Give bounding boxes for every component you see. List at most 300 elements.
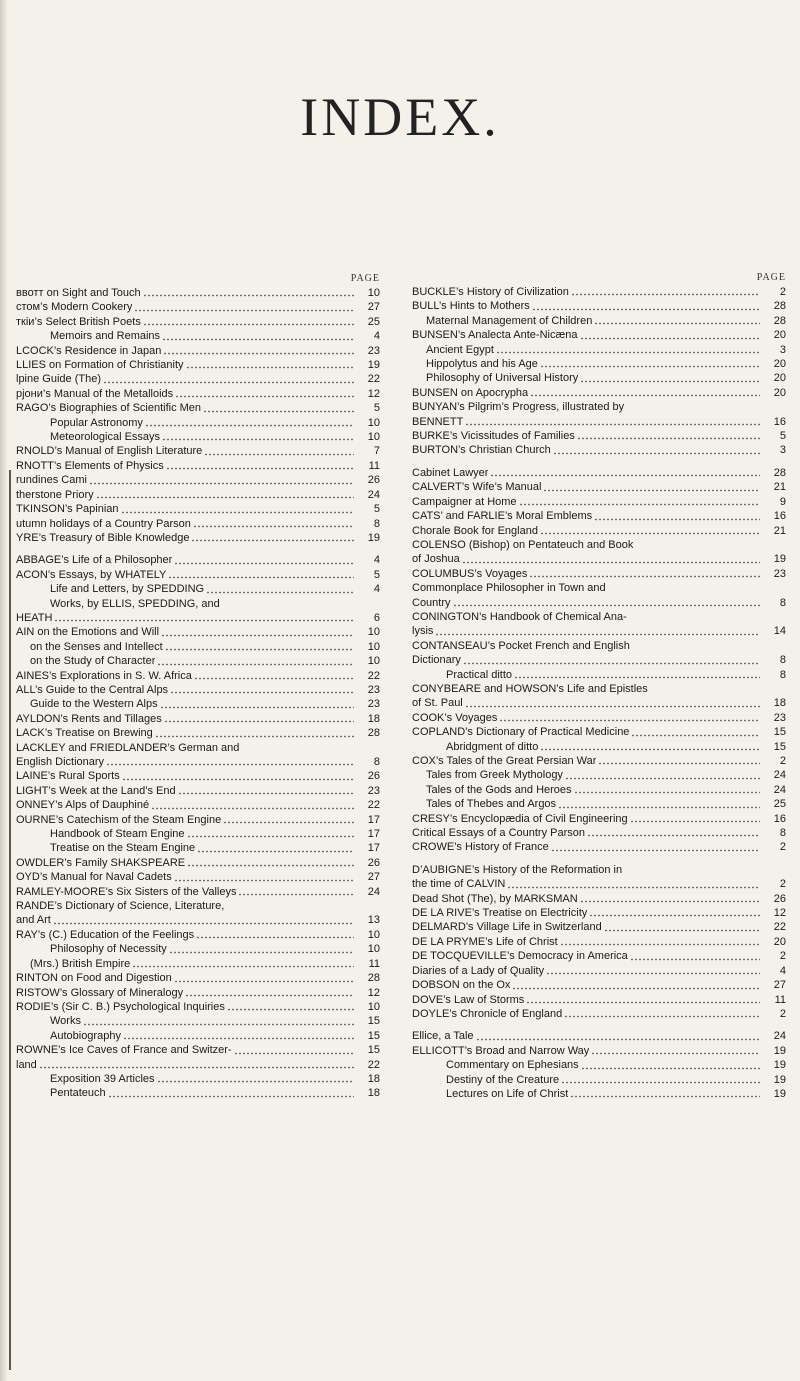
index-entry-title: Practical ditto	[446, 668, 513, 681]
dot-leader	[187, 828, 354, 838]
dot-leader	[532, 301, 760, 311]
index-entry	[412, 935, 786, 949]
dot-leader	[194, 670, 354, 680]
dot-leader	[604, 922, 760, 932]
index-entry-page: 15	[773, 726, 786, 739]
index-entry-title: COLENSO (Bishop) on Pentateuch and Book	[412, 538, 634, 551]
index-entry-title: RINTON on Food and Digestion	[16, 972, 172, 985]
index-entry	[412, 552, 786, 566]
dot-leader	[103, 374, 354, 384]
index-entry-page: 10	[367, 431, 380, 444]
index-entry-title: D’AUBIGNE’s History of the Reformation in	[412, 863, 623, 876]
index-entry	[16, 1086, 380, 1100]
index-entry	[16, 841, 380, 855]
index-entry	[412, 906, 786, 920]
dot-leader	[204, 446, 354, 456]
index-entry-page: 17	[367, 828, 380, 841]
index-entry-page: 28	[773, 314, 786, 327]
index-entry	[412, 443, 786, 457]
dot-leader	[203, 403, 354, 413]
index-entry-title: LACK’s Treatise on Brewing	[16, 727, 153, 740]
dot-leader	[169, 944, 354, 954]
index-entry-title: English Dictionary	[16, 756, 105, 768]
index-entry-title: LACKLEY and FRIEDLANDER’s German and	[16, 741, 240, 754]
index-entry	[16, 286, 380, 300]
dot-leader	[580, 330, 761, 340]
index-entry-page: 22	[367, 799, 380, 812]
dot-leader	[546, 965, 760, 975]
index-entry-page: 11	[774, 993, 786, 1006]
index-entry-title: Diaries of a Lady of Quality	[412, 964, 545, 977]
index-entry-title: Tales from Greek Mythology	[426, 769, 563, 782]
index-entry-title: YRE’s Treasury of Bible Knowledge	[16, 531, 190, 544]
index-entry-title: LLIES on Formation of Christianity	[16, 359, 184, 372]
index-entry-page: 5	[779, 430, 786, 443]
index-entry-page: 11	[368, 957, 380, 970]
index-entry-page: 24	[773, 769, 786, 782]
index-entry-page: 26	[773, 892, 786, 905]
index-entry-title: BUNYAN’s Pilgrim’s Progress, illustrated by	[412, 401, 625, 414]
index-entry-title: lpine Guide (The)	[16, 373, 101, 386]
index-entry-title: OURNE’s Catechism of the Steam Engine	[16, 813, 222, 826]
page-binding-line	[9, 470, 11, 1370]
index-entry-title: Tales of Thebes and Argos	[426, 798, 557, 811]
index-entry-title: (Mrs.) British Empire	[30, 957, 131, 970]
index-entry	[412, 949, 786, 963]
index-entry-title: Meteorological Essays	[50, 431, 161, 444]
dot-leader	[121, 504, 354, 514]
index-entry-page: 10	[367, 1000, 380, 1013]
dot-leader	[507, 879, 760, 889]
dot-leader	[134, 302, 354, 312]
index-entry-title: RODIE’s (Sir C. B.) Psychological Inquiries	[16, 1000, 225, 1013]
dot-leader	[570, 1088, 760, 1098]
index-entry	[16, 957, 380, 971]
dot-leader	[83, 1016, 354, 1026]
index-entry	[16, 1058, 380, 1072]
index-entry-title: Popular Astronomy	[50, 416, 143, 429]
index-entry	[16, 712, 380, 726]
index-entry-title: BURKE’s Vicissitudes of Families	[412, 430, 575, 443]
index-entry	[412, 429, 786, 443]
index-entry	[412, 696, 786, 710]
index-entry	[16, 986, 380, 1000]
index-entry-page: 23	[773, 711, 786, 724]
dot-leader	[512, 980, 760, 990]
dot-leader	[132, 958, 354, 968]
dot-leader	[164, 713, 354, 723]
index-entry-page: 20	[773, 358, 786, 371]
index-entry-title: ткіи’s Select British Poets	[16, 315, 141, 328]
index-entry-title: ONNEY’s Alps of Dauphiné	[16, 799, 150, 812]
index-entry	[16, 885, 380, 899]
index-entry-page: 28	[773, 300, 786, 313]
index-entry-page: 19	[367, 359, 380, 372]
dot-leader	[435, 626, 760, 636]
index-entry	[16, 913, 380, 927]
index-entry-title: Guide to the Western Alps	[30, 698, 158, 711]
index-entry	[412, 480, 786, 494]
index-entry	[16, 625, 380, 639]
index-entry-page: 16	[773, 812, 786, 825]
index-entry-page: 4	[779, 964, 786, 977]
index-entry-title: DE TOCQUEVILLE’s Democracy in America	[412, 950, 628, 963]
dot-leader	[462, 554, 760, 564]
index-entry-page: 22	[367, 1058, 380, 1071]
index-entry	[16, 300, 380, 314]
dot-leader	[526, 994, 760, 1004]
index-entry-page: 26	[367, 856, 380, 869]
index-entries-right	[412, 285, 786, 1101]
index-entry-title: therstone Priory	[16, 488, 94, 501]
index-entry-page: 12	[773, 907, 786, 920]
dot-leader	[591, 1045, 760, 1055]
index-entry	[412, 711, 786, 725]
dot-leader	[564, 1008, 760, 1018]
index-entry	[412, 538, 786, 552]
index-entry-title: RAMLEY-MOORE’s Six Sisters of the Valleys	[16, 885, 237, 898]
index-entry	[16, 315, 380, 329]
index-entry	[16, 531, 380, 545]
dot-leader	[174, 973, 354, 983]
index-entry-page: 19	[773, 1073, 786, 1086]
dot-leader	[193, 518, 354, 528]
index-entry-page: 27	[367, 871, 380, 884]
index-entry	[16, 444, 380, 458]
index-entry	[16, 372, 380, 386]
index-entry-title: Philosophy of Universal History	[426, 372, 579, 385]
dot-leader	[519, 496, 760, 506]
index-entry-title: Hippolytus and his Age	[426, 358, 538, 371]
index-entry	[16, 654, 380, 668]
index-entry	[412, 371, 786, 385]
index-entry-page: 28	[367, 972, 380, 985]
index-entry	[16, 971, 380, 985]
dot-leader	[54, 612, 354, 622]
dot-leader	[465, 698, 760, 708]
index-entry-page: 8	[779, 654, 786, 667]
index-entry	[412, 581, 786, 595]
index-entry-title: Handbook of Steam Engine	[50, 828, 185, 841]
index-entry-title: HEATH	[16, 611, 53, 624]
dot-leader	[560, 936, 760, 946]
index-entry	[412, 314, 786, 328]
dot-leader	[465, 416, 760, 426]
dot-leader	[106, 756, 354, 766]
index-entry-page: 21	[773, 524, 786, 537]
index-entry-title: of Joshua	[412, 553, 460, 566]
index-entry	[16, 856, 380, 870]
index-entry	[412, 466, 786, 480]
index-entry	[412, 1058, 786, 1072]
index-entry	[16, 755, 380, 769]
dot-leader	[540, 741, 760, 751]
index-entry-page: 15	[773, 740, 786, 753]
index-entry-title: TKINSON’s Papinian	[16, 503, 119, 516]
dot-leader	[565, 770, 760, 780]
index-entry-title: стом’s Modern Cookery	[16, 301, 133, 314]
dot-leader	[561, 1074, 760, 1084]
dot-leader	[223, 814, 354, 824]
index-entry-title: RNOTT’s Elements of Physics	[16, 459, 164, 472]
index-entry-title: BURTON’s Christian Church	[412, 444, 551, 457]
index-entry	[16, 1043, 380, 1057]
index-entry-page: 12	[367, 986, 380, 999]
index-entry	[16, 640, 380, 654]
index-entry-page: 27	[773, 979, 786, 992]
index-entry-page: 16	[773, 510, 786, 523]
index-entry-title: rundines Cami	[16, 474, 87, 487]
dot-leader	[143, 316, 354, 326]
index-entry-page: 10	[367, 928, 380, 941]
index-entry	[412, 386, 786, 400]
dot-leader	[499, 712, 760, 722]
index-entry-page: 15	[367, 1044, 380, 1057]
index-entry-title: Lectures on Life of Christ	[446, 1087, 569, 1100]
index-entry-title: and Art	[16, 914, 51, 927]
index-entry-title: BUCKLE’s History of Civilization	[412, 286, 569, 298]
index-entry-title: utumn holidays of a Country Parson	[16, 517, 191, 530]
dot-leader	[178, 785, 354, 795]
dot-leader	[163, 345, 354, 355]
index-entry-page: 10	[367, 416, 380, 429]
page-title: INDEX.	[300, 87, 500, 147]
index-entry	[412, 495, 786, 509]
index-entry-title: Tales of the Gods and Heroes	[426, 783, 572, 796]
index-entry	[16, 387, 380, 401]
index-entry-page: 22	[773, 921, 786, 934]
index-entry-title: LCOCK’s Residence in Japan	[16, 344, 162, 357]
index-entry	[412, 524, 786, 538]
index-entry-title: COOK’s Voyages	[412, 711, 498, 724]
index-entry-page: 26	[367, 770, 380, 783]
index-entry-page: 4	[373, 583, 380, 596]
index-entry	[16, 568, 380, 582]
index-entry	[16, 1029, 380, 1043]
index-entry	[412, 877, 786, 891]
index-entry-page: 4	[373, 330, 380, 343]
dot-leader	[587, 827, 760, 837]
index-entry-title: CONTANSEAU’s Pocket French and English	[412, 639, 630, 652]
index-entry-page: 24	[773, 1030, 786, 1043]
index-entry-page: 2	[779, 286, 786, 298]
index-entry	[16, 430, 380, 444]
index-entry-page: 18	[367, 1072, 380, 1085]
index-entry	[412, 863, 786, 877]
index-entry-page: 2	[779, 841, 786, 854]
index-entry-title: Maternal Management of Children	[426, 314, 593, 327]
index-entry-page: 24	[367, 488, 380, 501]
dot-leader	[630, 813, 760, 823]
index-entry-page: 2	[779, 950, 786, 963]
index-entry-page: 3	[779, 444, 786, 457]
dot-leader	[185, 987, 354, 997]
index-entry-title: AINES’s Explorations in S. W. Africa	[16, 669, 192, 682]
dot-leader	[540, 525, 760, 535]
index-entry-title: Memoirs and Remains	[50, 330, 161, 343]
index-entry-title: Life and Letters, by SPEDDING	[50, 583, 205, 596]
index-entry-page: 8	[373, 756, 380, 768]
index-entry-page: 23	[367, 698, 380, 711]
index-entry-title: land	[16, 1058, 37, 1071]
index-entry-title: DOYLE’s Chronicle of England	[412, 1007, 563, 1020]
index-entry	[16, 473, 380, 487]
index-entry-page: 17	[367, 813, 380, 826]
dot-leader	[598, 755, 760, 765]
index-entry	[16, 769, 380, 783]
index-entry	[412, 978, 786, 992]
index-entry-title: RANDE’s Dictionary of Science, Literature,	[16, 900, 225, 913]
index-entry-title: CRESY’s Encyclopædia of Civil Engineering	[412, 812, 628, 825]
index-entry-title: BENNETT	[412, 415, 464, 428]
index-entry	[412, 653, 786, 667]
dot-leader	[165, 641, 354, 651]
index-entry-title: DOBSON on the Ox	[412, 979, 511, 992]
dot-leader	[191, 532, 354, 542]
dot-leader	[166, 460, 354, 470]
index-entry-title: ACON’s Essays, by WHATELY	[16, 568, 167, 581]
dot-leader	[122, 771, 354, 781]
dot-leader	[558, 799, 760, 809]
index-entry-title: of St. Paul	[412, 697, 463, 710]
dot-leader	[162, 331, 354, 341]
index-entry	[412, 1087, 786, 1101]
dot-leader	[238, 886, 354, 896]
index-entry-title: CROWE’s History of France	[412, 841, 549, 854]
index-entry-title: COPLAND’s Dictionary of Practical Medicine	[412, 726, 630, 739]
index-entry-title: LIGHT’s Week at the Land’s End	[16, 784, 176, 797]
index-entry-page: 5	[373, 503, 380, 516]
index-entry-page: 8	[779, 827, 786, 840]
index-entry	[16, 1014, 380, 1028]
dot-leader	[174, 872, 354, 882]
index-entry	[16, 344, 380, 358]
index-entry-title: BUNSEN on Apocrypha	[412, 386, 529, 399]
index-entry-page: 20	[773, 386, 786, 399]
index-entry-title: CALVERT’s Wife’s Manual	[412, 481, 542, 494]
index-entry	[412, 754, 786, 768]
dot-leader	[594, 315, 760, 325]
index-entry-title: Pentateuch	[50, 1087, 106, 1100]
dot-leader	[143, 287, 354, 297]
index-entry-title: Destiny of the Creature	[446, 1073, 560, 1086]
index-entry-page: 19	[367, 531, 380, 544]
index-entry	[16, 942, 380, 956]
index-entry-title: OWDLER’s Family SHAKSPEARE	[16, 856, 186, 869]
dot-leader	[39, 1059, 354, 1069]
index-entry-title: DOVE’s Law of Storms	[412, 993, 525, 1006]
index-entry-page: 20	[773, 329, 786, 342]
index-entry-title: Abridgment of ditto	[446, 740, 539, 753]
index-entry	[412, 596, 786, 610]
index-entry	[412, 920, 786, 934]
index-entry-page: 10	[367, 626, 380, 639]
index-entry-page: 8	[779, 668, 786, 681]
dot-leader	[157, 1073, 354, 1083]
index-entry-page: 8	[779, 596, 786, 609]
index-entry	[412, 343, 786, 357]
index-entry-title: AYLDON’s Rents and Tillages	[16, 712, 162, 725]
dot-leader	[187, 857, 354, 867]
index-entry-title: Campaigner at Home	[412, 495, 517, 508]
index-entry-title: Ancient Egypt	[426, 343, 494, 356]
index-entry-page: 18	[367, 1087, 380, 1100]
dot-leader	[206, 584, 354, 594]
index-entry-title: Ellice, a Tale	[412, 1030, 474, 1043]
dot-leader	[162, 431, 354, 441]
index-entry-title: Dictionary	[412, 654, 461, 667]
index-entry-title: Cabinet Lawyer	[412, 466, 489, 479]
index-entry	[16, 899, 380, 913]
index-entry	[16, 597, 380, 611]
index-entry-page: 28	[773, 466, 786, 479]
index-entry	[412, 1044, 786, 1058]
index-entry-page: 2	[779, 755, 786, 767]
index-entry-page: 19	[773, 1044, 786, 1057]
index-entry-page: 23	[773, 567, 786, 580]
index-entry	[16, 553, 380, 567]
index-entry-title: BULL’s Hints to Mothers	[412, 300, 530, 313]
index-entry	[412, 1073, 786, 1087]
index-entry-page: 22	[367, 669, 380, 682]
index-entry-title: ввотт on Sight and Touch	[16, 287, 141, 299]
index-entry	[16, 827, 380, 841]
index-entry-title: LAINE’s Rural Sports	[16, 770, 120, 783]
index-entry-page: 24	[367, 885, 380, 898]
index-entry-title: Works	[50, 1015, 81, 1028]
dot-leader	[580, 893, 760, 903]
index-entry-title: рјони’s Manual of the Metalloids	[16, 387, 174, 400]
index-entry-title: DE LA RIVE’s Treatise on Electricity	[412, 907, 588, 920]
index-entry	[412, 1007, 786, 1021]
index-entry-title: Autobiography	[50, 1029, 121, 1042]
index-entry	[16, 459, 380, 473]
index-entry	[412, 740, 786, 754]
index-entry-page: 18	[367, 712, 380, 725]
index-entry-page: 19	[773, 553, 786, 566]
index-entry-page: 13	[367, 914, 380, 927]
dot-leader	[577, 430, 760, 440]
dot-leader	[543, 482, 760, 492]
index-entry	[16, 697, 380, 711]
index-entry	[412, 812, 786, 826]
index-entry	[412, 964, 786, 978]
dot-leader	[490, 467, 760, 477]
dot-leader	[160, 699, 354, 709]
dot-leader	[589, 907, 760, 917]
index-entry-title: Commentary on Ephesians	[446, 1059, 579, 1072]
index-entry-title: ROWNE’s Ice Caves of France and Switzer-	[16, 1044, 232, 1057]
dot-leader	[53, 915, 354, 925]
dot-leader	[96, 489, 354, 499]
index-entry-title: RAY’s (C.) Education of the Feelings	[16, 928, 195, 941]
index-entry-title: COX’s Tales of the Great Persian War	[412, 755, 597, 767]
dot-leader	[594, 511, 760, 521]
index-entry-page: 6	[373, 611, 380, 624]
dot-leader	[175, 388, 354, 398]
dot-leader	[453, 597, 760, 607]
index-entry	[16, 517, 380, 531]
index-entry	[412, 415, 786, 429]
index-entry-page: 23	[367, 784, 380, 797]
dot-leader	[89, 475, 354, 485]
index-entry-page: 17	[367, 842, 380, 855]
index-entry	[16, 683, 380, 697]
index-entry	[16, 502, 380, 516]
index-entry-title: RISTOW’s Glossary of Mineralogy	[16, 986, 184, 999]
index-entry-page: 5	[373, 568, 380, 581]
index-entry-title: BUNSEN’s Analecta Ante-Nicæna	[412, 329, 578, 342]
